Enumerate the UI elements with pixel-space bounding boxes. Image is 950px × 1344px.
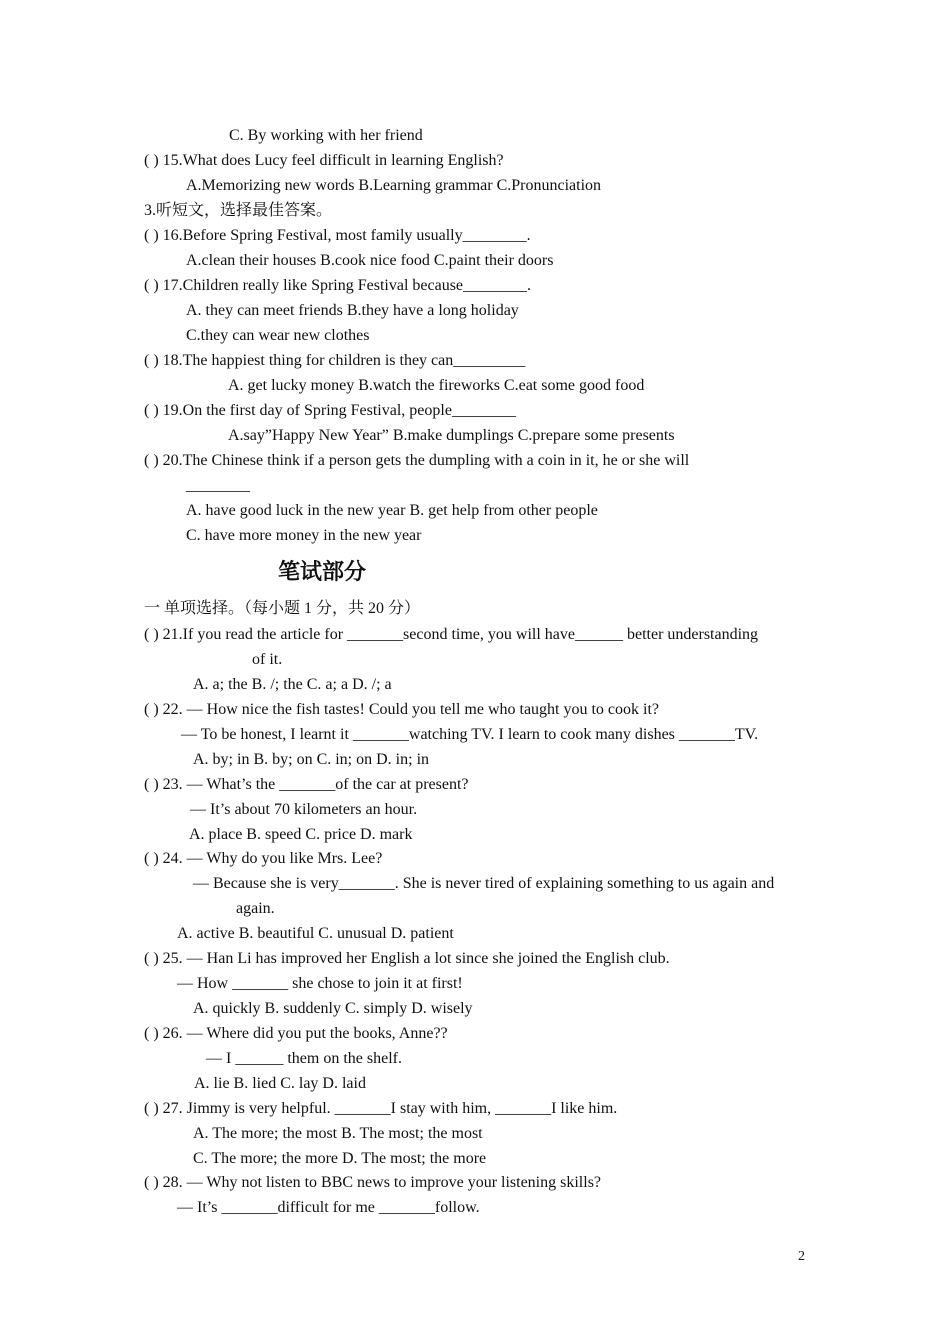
question-21: ( ) 21.If you read the article for _______second time, you will have______ better understanding bbox=[144, 626, 759, 643]
option-line: A. get lucky money B.watch the fireworks C.eat some good food bbox=[228, 377, 645, 394]
option-line: A. The more; the most B. The most; the most bbox=[193, 1125, 483, 1142]
question-20: ( ) 20.The Chinese think if a person gets the dumpling with a coin in it, he or she will bbox=[144, 452, 690, 469]
section-heading: 笔试部分 bbox=[278, 560, 367, 585]
option-line: A. active B. beautiful C. unusual D. patient bbox=[177, 925, 454, 942]
option-line: A. quickly B. suddenly C. simply D. wisely bbox=[193, 1000, 473, 1017]
option-line: A. by; in B. by; on C. in; on D. in; in bbox=[193, 751, 430, 768]
question-continuation: again. bbox=[236, 900, 275, 917]
option-line: A. they can meet friends B.they have a long holiday bbox=[186, 302, 519, 319]
option-line: A.clean their houses B.cook nice food C.paint their doors bbox=[186, 252, 554, 269]
question-15: ( ) 15.What does Lucy feel difficult in learning English? bbox=[144, 152, 504, 169]
question-23: ( ) 23. — What’s the _______of the car at present? bbox=[144, 776, 469, 793]
section-instruction: 3.听短文，选择最佳答案。 bbox=[144, 202, 333, 219]
option-line: C. have more money in the new year bbox=[186, 527, 422, 544]
option-line: C. By working with her friend bbox=[229, 127, 423, 144]
dialogue-line: — Because she is very_______. She is never tired of explaining something to us again and bbox=[193, 875, 775, 892]
section-instruction: 一 单项选择。（每小题 1 分，共 20 分） bbox=[144, 600, 421, 617]
option-line: C. The more; the more D. The most; the more bbox=[193, 1150, 487, 1167]
option-line: A. lie B. lied C. lay D. laid bbox=[194, 1075, 366, 1092]
question-22: ( ) 22. — How nice the fish tastes! Could you tell me who taught you to cook it? bbox=[144, 701, 660, 718]
question-27: ( ) 27. Jimmy is very helpful. _______I stay with him, _______I like him. bbox=[144, 1100, 618, 1117]
question-26: ( ) 26. — Where did you put the books, Anne?? bbox=[144, 1025, 448, 1042]
question-24: ( ) 24. — Why do you like Mrs. Lee? bbox=[144, 850, 383, 867]
question-19: ( ) 19.On the first day of Spring Festival, people________ bbox=[144, 402, 516, 419]
dialogue-line: — How _______ she chose to join it at first! bbox=[177, 975, 463, 992]
dialogue-line: — I ______ them on the shelf. bbox=[206, 1050, 402, 1067]
question-16: ( ) 16.Before Spring Festival, most family usually________. bbox=[144, 227, 531, 244]
option-line: A.Memorizing new words B.Learning grammar C.Pronunciation bbox=[186, 177, 602, 194]
dialogue-line: — To be honest, I learnt it _______watching TV. I learn to cook many dishes _______TV. bbox=[181, 726, 759, 743]
option-line: A. a; the B. /; the C. a; a D. /; a bbox=[193, 676, 392, 693]
option-line: A. have good luck in the new year B. get help from other people bbox=[186, 502, 598, 519]
question-28: ( ) 28. — Why not listen to BBC news to improve your listening skills? bbox=[144, 1174, 602, 1191]
option-line: A. place B. speed C. price D. mark bbox=[189, 826, 413, 843]
question-25: ( ) 25. — Han Li has improved her English a lot since she joined the English club. bbox=[144, 950, 670, 967]
answer-blank: ________ bbox=[186, 477, 250, 494]
option-line: A.say”Happy New Year” B.make dumplings C.prepare some presents bbox=[228, 427, 675, 444]
question-17: ( ) 17.Children really like Spring Festival because________. bbox=[144, 277, 532, 294]
question-continuation: of it. bbox=[252, 651, 283, 668]
question-18: ( ) 18.The happiest thing for children is they can_________ bbox=[144, 352, 526, 369]
option-line: C.they can wear new clothes bbox=[186, 327, 370, 344]
dialogue-line: — It’s about 70 kilometers an hour. bbox=[190, 801, 418, 818]
dialogue-line: — It’s _______difficult for me _______follow. bbox=[177, 1199, 480, 1216]
page-number: 2 bbox=[798, 1249, 805, 1264]
